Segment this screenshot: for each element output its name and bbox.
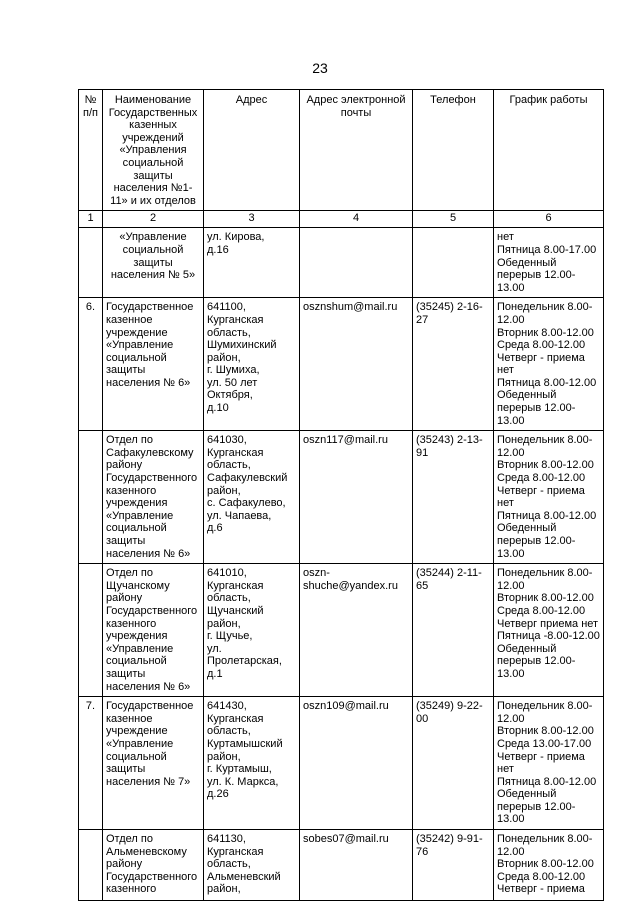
table-row bbox=[79, 564, 604, 697]
row-name: Государственное казенное учреждение «Управление социальной защиты населения № 7» bbox=[103, 697, 204, 830]
row-email bbox=[300, 228, 413, 298]
row-email: sobes07@mail.ru bbox=[300, 830, 413, 901]
row-phone: (35243) 2-13- 91 bbox=[413, 431, 494, 564]
column-number: 1 bbox=[79, 211, 103, 228]
table-row bbox=[79, 298, 604, 431]
row-phone bbox=[413, 228, 494, 298]
row-name: «Управление социальной защиты населения № 5» bbox=[103, 228, 204, 298]
row-num bbox=[79, 228, 103, 298]
header-schedule: График работы bbox=[494, 90, 604, 211]
row-num: 6. bbox=[79, 298, 103, 431]
row-name: Государственное казенное учреждение «Управление социальной защиты населения № 6» bbox=[103, 298, 204, 431]
page-number: 23 bbox=[312, 60, 328, 76]
row-phone: (35242) 9-91- 76 bbox=[413, 830, 494, 901]
header-name: Наименование Государственных казенных учреждений «Управления социальной защиты населения №1- 11» и их отделов bbox=[103, 90, 204, 211]
row-num bbox=[79, 431, 103, 564]
row-name: Отдел по Сафакулевскому району Государственного казенного учреждения «Управление социальной защиты населения № 6» bbox=[103, 431, 204, 564]
row-schedule: Понедельник 8.00- 12.00 Вторник 8.00-12.00 Среда 8.00-12.00 Четверг - приема нет Пятница 8.00-12.00 Обеденный перерыв 12.00-13.00 bbox=[494, 431, 604, 564]
row-schedule: нет Пятница 8.00-17.00 Обеденный перерыв 12.00-13.00 bbox=[494, 228, 604, 298]
row-email: oszn- shuche@yandex.ru bbox=[300, 564, 413, 697]
header-num: № п/п bbox=[79, 90, 103, 211]
table-row bbox=[79, 431, 604, 564]
row-schedule: Понедельник 8.00- 12.00 Вторник 8.00-12.00 Среда 8.00-12.00 Четверг - приема bbox=[494, 830, 604, 901]
institutions-table bbox=[78, 89, 604, 901]
column-number: 4 bbox=[300, 211, 413, 228]
row-address: 641030, Курганская область, Сафакулевский район, с. Сафакулево, ул. Чапаева, д.6 bbox=[204, 431, 300, 564]
row-email: oszn109@mail.ru bbox=[300, 697, 413, 830]
row-schedule: Понедельник 8.00- 12.00 Вторник 8.00-12.00 Среда 8.00-12.00 Четверг - приема нет Пятница 8.00-12.00 Обеденный перерыв 12.00-13.00 bbox=[494, 298, 604, 431]
row-address: ул. Кирова, д.16 bbox=[204, 228, 300, 298]
row-name: Отдел по Альменевскому району Государственного казенного bbox=[103, 830, 204, 901]
row-num bbox=[79, 830, 103, 901]
row-schedule: Понедельник 8.00- 12.00 Вторник 8.00-12.00 Среда 13.00-17.00 Четверг - приема нет Пятница 8.00-12.00 Обеденный перерыв 12.00-13.00 bbox=[494, 697, 604, 830]
row-schedule: Понедельник 8.00- 12.00 Вторник 8.00-12.00 Среда 8.00-12.00 Четверг приема нет Пятница -8.00-12.00 Обеденный перерыв 12.00-13.00 bbox=[494, 564, 604, 697]
column-numbers-row bbox=[79, 211, 604, 228]
row-address: 641130, Курганская область, Альменевский район, bbox=[204, 830, 300, 901]
table-row bbox=[79, 228, 604, 298]
header-address: Адрес bbox=[204, 90, 300, 211]
header-email: Адрес электронной почты bbox=[300, 90, 413, 211]
row-phone: (35249) 9-22- 00 bbox=[413, 697, 494, 830]
row-address: 641010, Курганская область, Щучанский район, г. Щучье, ул. Пролетарская, д.1 bbox=[204, 564, 300, 697]
table-header-row bbox=[79, 90, 604, 211]
row-name: Отдел по Щучанскому району Государственного казенного учреждения «Управление социальной защиты населения № 6» bbox=[103, 564, 204, 697]
row-num: 7. bbox=[79, 697, 103, 830]
row-address: 641430, Курганская область, Куртамышский район, г. Куртамыш, ул. К. Маркса, д.26 bbox=[204, 697, 300, 830]
row-phone: (35245) 2-16- 27 bbox=[413, 298, 494, 431]
column-number: 5 bbox=[413, 211, 494, 228]
column-number: 3 bbox=[204, 211, 300, 228]
row-address: 641100, Курганская область, Шумихинский район, г. Шумиха, ул. 50 лет Октября, д.10 bbox=[204, 298, 300, 431]
column-number: 2 bbox=[103, 211, 204, 228]
row-num bbox=[79, 564, 103, 697]
header-phone: Телефон bbox=[413, 90, 494, 211]
column-number: 6 bbox=[494, 211, 604, 228]
row-phone: (35244) 2-11-65 bbox=[413, 564, 494, 697]
row-email: oszn117@mail.ru bbox=[300, 431, 413, 564]
table-row bbox=[79, 830, 604, 901]
row-email: osznshum@mail.ru bbox=[300, 298, 413, 431]
table-row bbox=[79, 697, 604, 830]
